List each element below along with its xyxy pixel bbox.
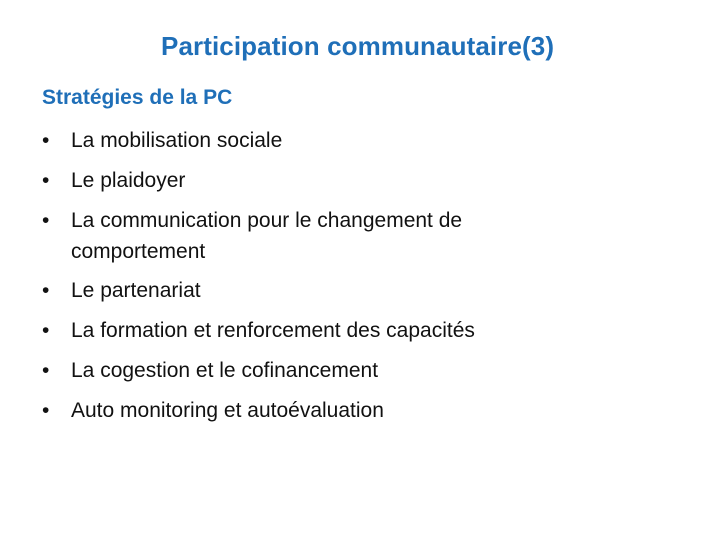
bullet-text: Le partenariat bbox=[71, 279, 201, 302]
bullet-text: La mobilisation sociale bbox=[71, 129, 283, 152]
bullet-item bbox=[42, 315, 682, 346]
bullet-marker: • bbox=[42, 279, 50, 302]
bullet-marker: • bbox=[42, 319, 50, 342]
bullet-list bbox=[42, 125, 682, 435]
bullet-text: Le plaidoyer bbox=[71, 169, 186, 192]
bullet-text: La cogestion et le cofinancement bbox=[71, 359, 379, 382]
bullet-marker: • bbox=[42, 209, 50, 232]
bullet-item bbox=[42, 165, 682, 196]
bullet-marker: • bbox=[42, 399, 50, 422]
bullet-marker: • bbox=[42, 359, 50, 382]
bullet-marker: • bbox=[42, 129, 50, 152]
bullet-item bbox=[42, 125, 682, 156]
bullet-text: La communication pour le changement de comportement bbox=[71, 209, 463, 263]
bullet-item bbox=[42, 355, 682, 386]
bullet-text: La formation et renforcement des capacités bbox=[71, 319, 475, 342]
bullet-marker: • bbox=[42, 169, 50, 192]
slide-title: Participation communautaire(3) bbox=[161, 31, 555, 61]
bullet-item bbox=[42, 275, 682, 306]
bullet-item bbox=[42, 395, 682, 426]
section-heading: Stratégies de la PC bbox=[42, 86, 233, 109]
bullet-text: Auto monitoring et autoévaluation bbox=[71, 399, 384, 422]
bullet-item bbox=[42, 205, 682, 267]
